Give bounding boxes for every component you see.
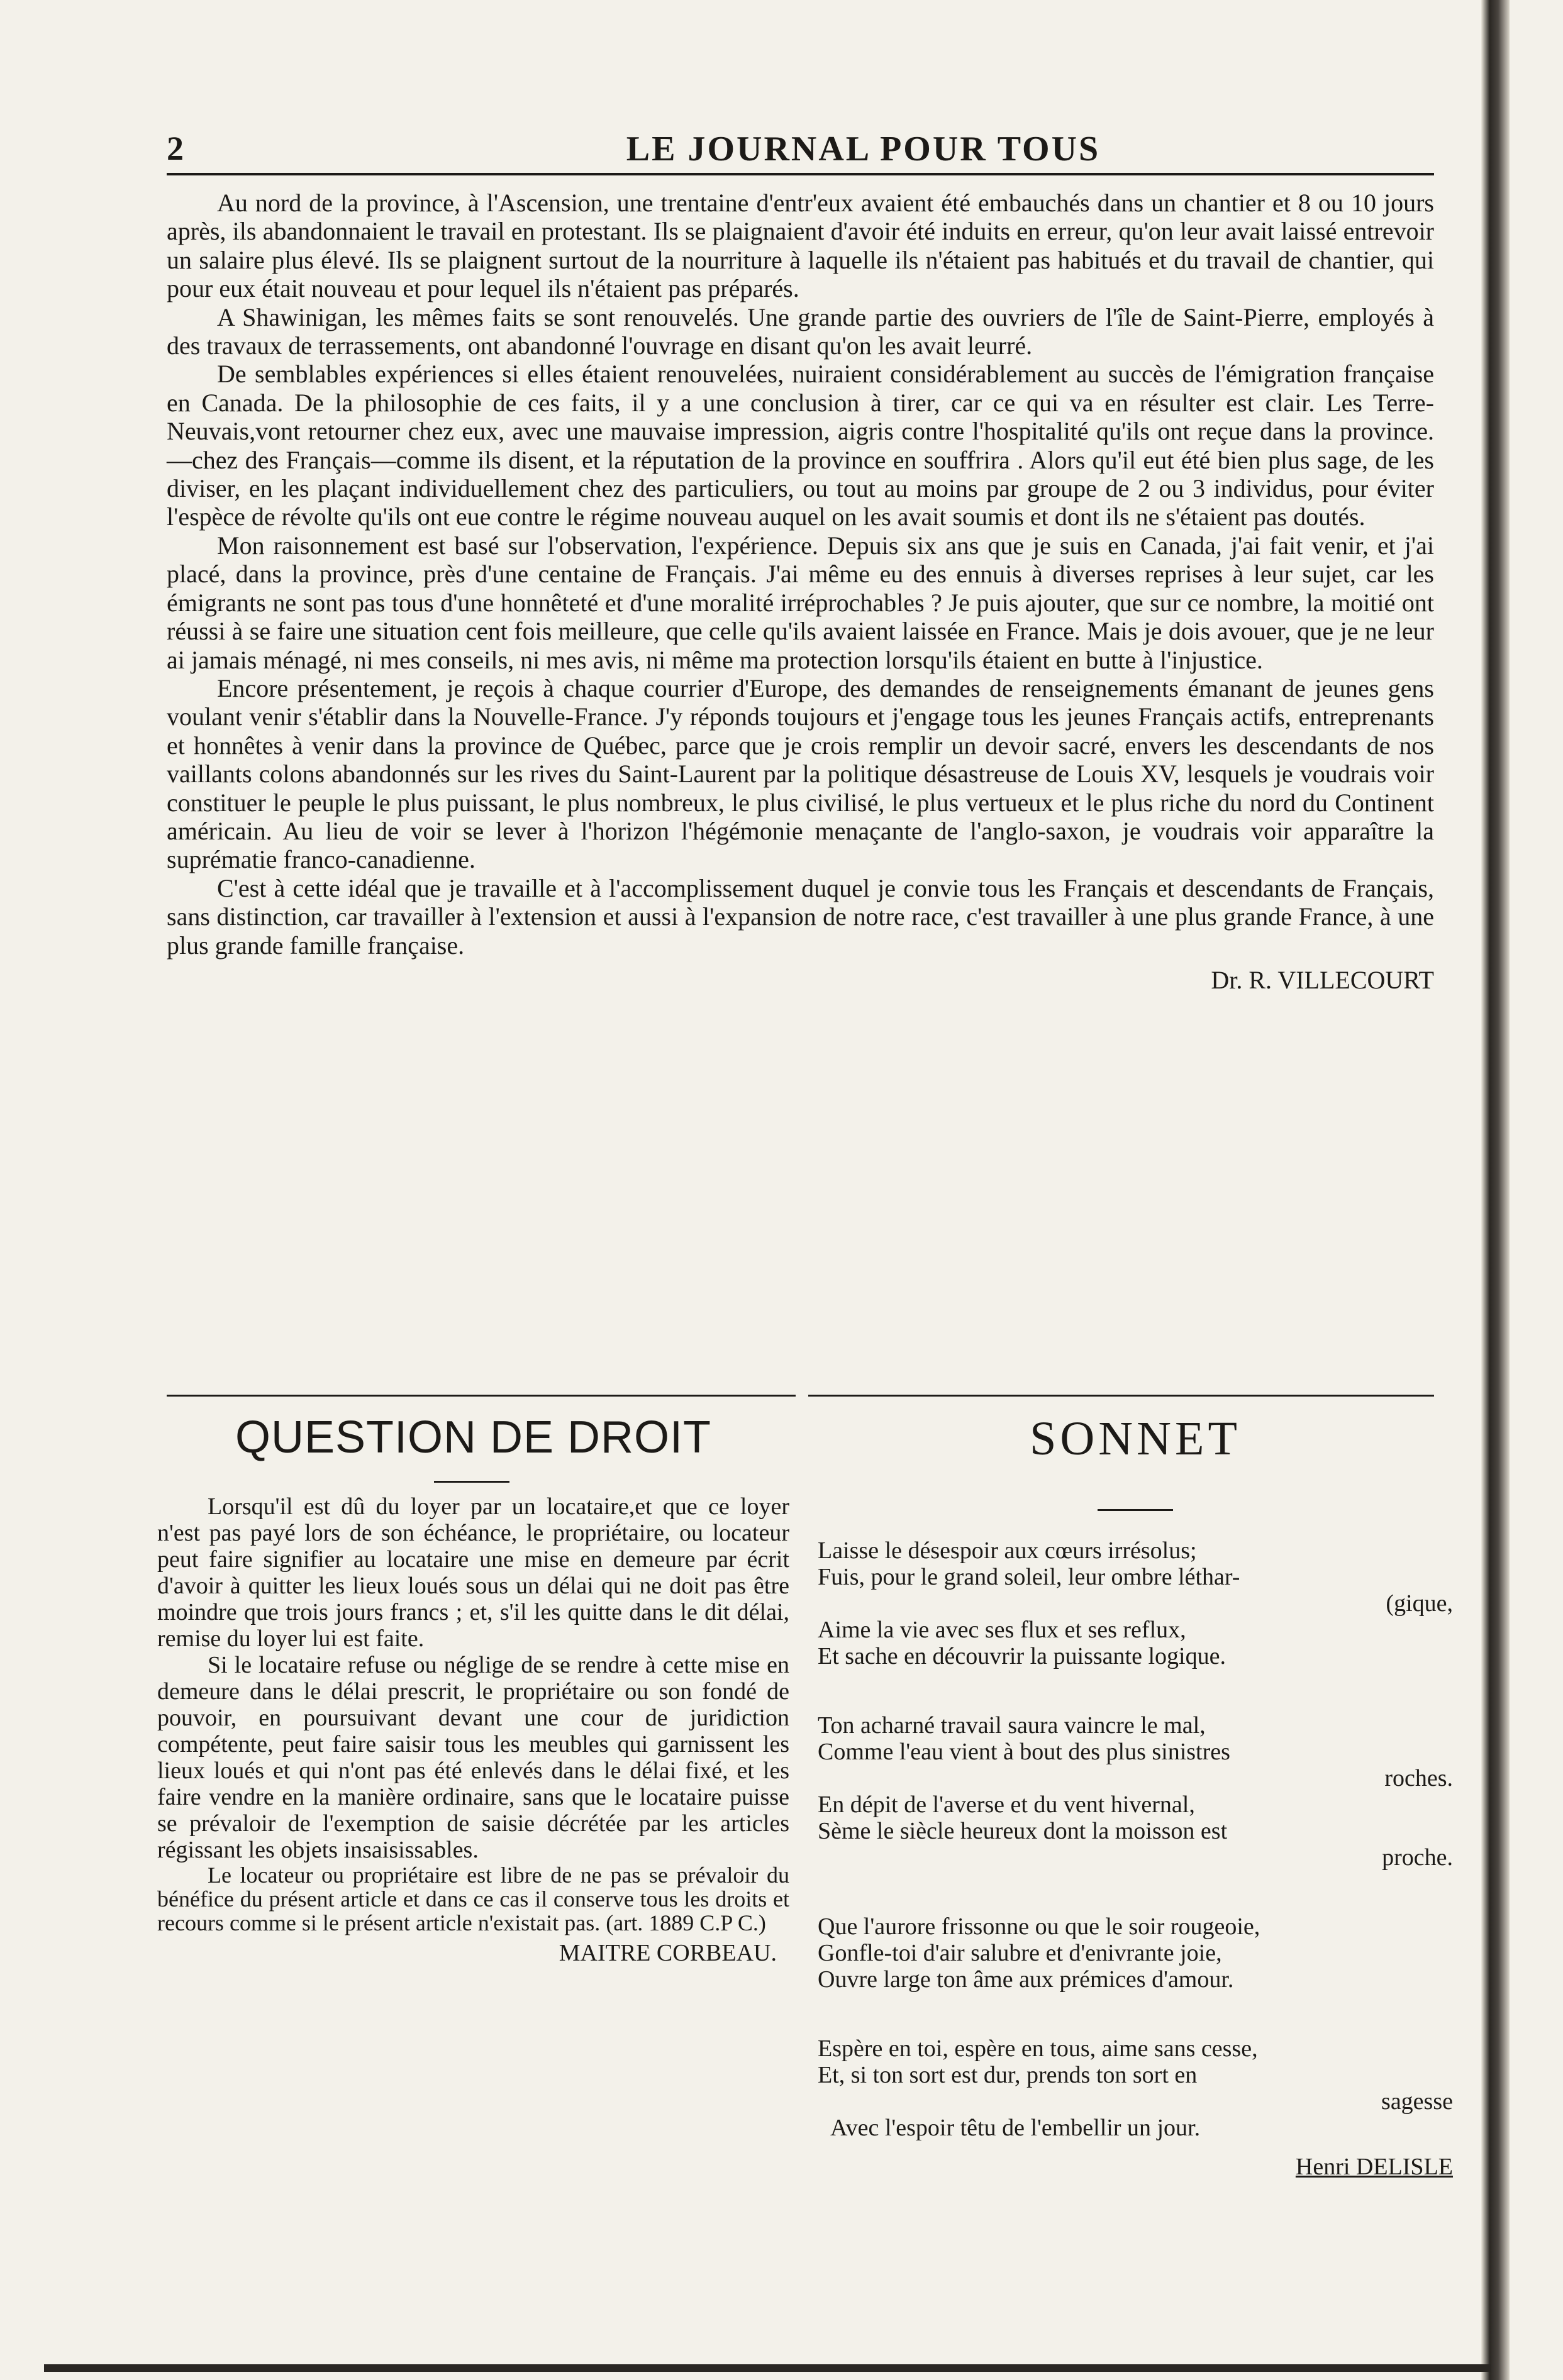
verse-line-continuation: (gique, bbox=[1386, 1590, 1453, 1617]
verse-line: Aime la vie avec ses flux et ses reflux, bbox=[818, 1617, 1186, 1643]
verse-line: Que l'aurore frissonne ou que le soir rougeoie, bbox=[818, 1913, 1260, 1940]
verse-line: Gonfle-toi d'air salubre et d'enivrante joie, bbox=[818, 1940, 1222, 1966]
article-paragraph: De semblables expériences si elles étaient renouvelées, nuiraient considérablement au succès de l'émigration française en Canada. De la philosophie de ces faits, il y a une conclusion à tirer, car ce qui va en résulter est clair. Les Terre-Neuvais,vont retourner chez eux, avec une mauvaise impression, aigris contre l'hospitalité qu'ils ont reçue dans la province.—chez des Français—comme ils disent, et la réputation de la province en souffrira . Alors qu'il eut été bien plus sage, de les diviser, en les plaçant individuellement chez des particuliers, ou tout au moins par groupe de 2 ou 3 individus, pour éviter l'espèce de révolte qu'ils ont eue contre le régime nouveau auquel on les avait soumis et dont ils ne s'étaient pas doutés. bbox=[167, 360, 1434, 531]
section-divider-left bbox=[167, 1395, 796, 1397]
verse-line: Laisse le désespoir aux cœurs irrésolus; bbox=[818, 1537, 1197, 1564]
verse-line: Comme l'eau vient à bout des plus sinistres bbox=[818, 1739, 1230, 1765]
section-divider-right bbox=[808, 1395, 1434, 1397]
sonnet-title: SONNET bbox=[1030, 1412, 1241, 1465]
sonnet-title-underline bbox=[1098, 1509, 1173, 1511]
verse-line-continuation: sagesse bbox=[1381, 2088, 1453, 2115]
verse-line: Ton acharné travail saura vaincre le mal, bbox=[818, 1712, 1206, 1739]
question-de-droit-column bbox=[157, 1493, 789, 1966]
verse-line-continuation: proche. bbox=[1382, 1844, 1453, 1871]
verse-line: Et sache en découvrir la puissante logique. bbox=[818, 1643, 1226, 1669]
article-paragraph: A Shawinigan, les mêmes faits se sont renouvelés. Une grande partie des ouvriers de l'île de Saint-Pierre, employés à des travaux de terrassements, ont abandonné l'ouvrage en disant qu'on les avait leurré. bbox=[167, 302, 1434, 360]
sonnet-stanza bbox=[818, 2035, 1453, 2141]
page-header bbox=[167, 129, 1434, 175]
sonnet-column bbox=[818, 1537, 1453, 2180]
sonnet-author: Henri DELISLE bbox=[1295, 2154, 1453, 2180]
legal-author: MAITRE CORBEAU. bbox=[559, 1940, 777, 1966]
article-paragraph: Mon raisonnement est basé sur l'observation, l'expérience. Depuis six ans que je suis en Canada, j'ai fait venir, et j'ai placé, dans la province, près d'une centaine de Français. J'ai même eu des ennuis à diverses reprises à leur sujet, car les émigrants ne sont pas tous d'une honnêteté et d'une moralité irréprochables ? Je puis ajouter, que sur ce nombre, la moitié ont réussi à se faire une situation cent fois meilleure, que celle qu'ils avaient laissée en France. Mais je dois avouer, que je ne leur ai jamais ménagé, ni mes conseils, ni mes avis, ni même ma protection lorsqu'ils étaient en butte à l'injustice. bbox=[167, 531, 1434, 674]
question-title-underline bbox=[434, 1481, 509, 1483]
legal-paragraph: Le locateur ou propriétaire est libre de ne pas se prévaloir du bénéfice du présent article et dans ce cas il conserve tous les droits et recours comme si le présent article n'existait pas. (art. 1889 C.P C.) bbox=[157, 1862, 789, 1935]
verse-line-continuation: roches. bbox=[1384, 1765, 1453, 1791]
article-paragraph: Encore présentement, je reçois à chaque courrier d'Europe, des demandes de renseignements émanant de jeunes gens voulant venir s'établir dans la Nouvelle-France. J'y réponds toujours et j'engage tous les jeunes Français actifs, entreprenants et honnêtes à venir dans la province de Québec, parce que je crois remplir un devoir sacré, envers les descendants de nos vaillants colons abandonnés sur les rives du Saint-Laurent par la politique désastreuse de Louis XV, lesquels je voudrais voir constituer le peuple le plus puissant, le plus nombreux, le plus civilisé, le plus vertueux et le plus riche du nord du Continent américain. Au lieu de voir se lever à l'horizon l'hégémonie menaçante de l'anglo-saxon, je voudrais voir apparaître la suprématie franco-canadienne. bbox=[167, 673, 1434, 874]
newspaper-title: LE JOURNAL POUR TOUS bbox=[626, 130, 1101, 169]
question-de-droit-title: QUESTION DE DROIT bbox=[235, 1412, 712, 1463]
sonnet-stanza bbox=[818, 1537, 1453, 1669]
main-article bbox=[167, 189, 1434, 994]
article-paragraph: Au nord de la province, à l'Ascension, une trentaine d'entr'eux avaient été embauchés dans un chantier et 8 ou 10 jours après, ils abandonnaient le travail en protestant. Ils se plaignaient d'avoir été induits en erreur, qu'on leur avait laissé entrevoir un salaire plus élevé. Ils se plaignent surtout de la nourriture à laquelle ils n'étaient pas habitués et du travail de chantier, qui pour eux était nouveau et pour lequel ils n'étaient pas préparés. bbox=[167, 189, 1434, 303]
legal-paragraph: Si le locataire refuse ou néglige de se rendre à cette mise en demeure dans le délai prescrit, le propriétaire ou son fondé de pouvoir, en poursuivant devant une cour de juridiction compétente, peut faire saisir tous les meubles qui garnissent les lieux loués et qui n'ont pas été enlevés dans le délai fixé, et les faire vendre en la manière ordinaire, sans que le locataire puisse se prévaloir de l'exemption de saisie décrétée par les articles régissant les objets insaisissables. bbox=[157, 1652, 789, 1863]
legal-paragraph: Lorsqu'il est dû du loyer par un locataire,et que ce loyer n'est pas payé lors de son échéance, le propriétaire, ou locateur peut faire signifier au locataire une mise en demeure par écrit d'avoir à quitter les lieux loués sous un délai qui ne doit pas être moindre que trois jours francs ; et, s'il les quitte dans le dit délai, remise du loyer lui est faite. bbox=[157, 1493, 789, 1652]
verse-line: Ouvre large ton âme aux prémices d'amour. bbox=[818, 1966, 1234, 1993]
scan-bottom-shadow bbox=[44, 2364, 1491, 2372]
scan-edge-shadow bbox=[1481, 0, 1510, 2380]
verse-line: Sème le siècle heureux dont la moisson est bbox=[818, 1818, 1228, 1844]
sonnet-stanza bbox=[818, 1712, 1453, 1871]
page-number: 2 bbox=[167, 130, 184, 167]
article-paragraph: C'est à cette idéal que je travaille et à l'accomplissement duquel je convie tous les Français et descendants de Français, sans distinction, car travailler à l'extension et aussi à l'expansion de notre race, c'est travailler à une plus grande France, à une plus grande famille française. bbox=[167, 873, 1434, 960]
verse-line: Avec l'espoir têtu de l'embellir un jour. bbox=[830, 2115, 1201, 2141]
verse-line: Espère en toi, espère en tous, aime sans cesse, bbox=[818, 2035, 1258, 2062]
verse-line: Fuis, pour le grand soleil, leur ombre léthar- bbox=[818, 1564, 1240, 1590]
sonnet-stanza bbox=[818, 1913, 1453, 1993]
article-signature: Dr. R. VILLECOURT bbox=[1211, 965, 1434, 994]
verse-line: Et, si ton sort est dur, prends ton sort en bbox=[818, 2062, 1198, 2088]
verse-line: En dépit de l'averse et du vent hivernal, bbox=[818, 1791, 1195, 1818]
